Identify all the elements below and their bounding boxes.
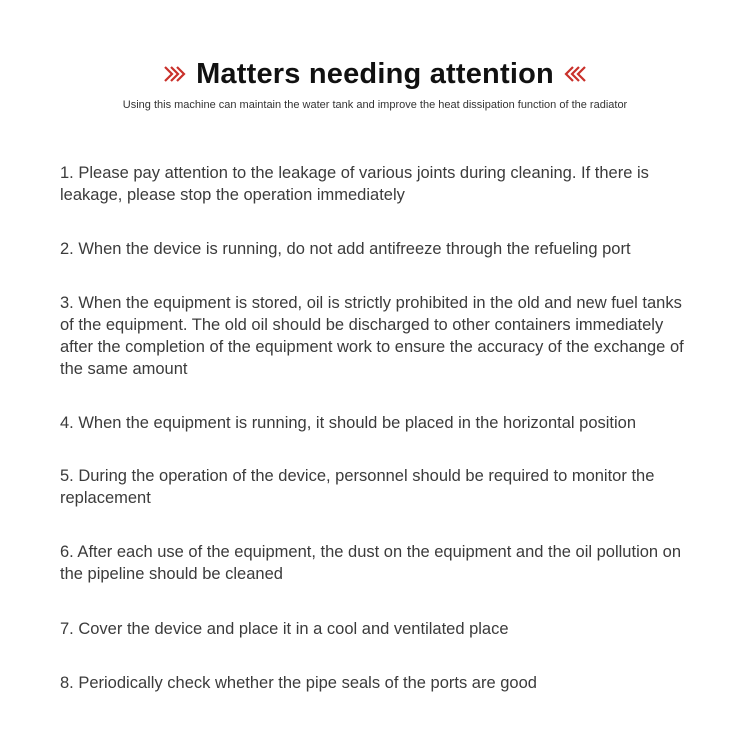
title-row	[0, 56, 750, 92]
page-title: Matters needing attention	[196, 58, 554, 90]
list-item: 1. Please pay attention to the leakage of various joints during cleaning. If there is leakage, please stop the operation immediately	[60, 164, 649, 204]
list-item: 4. When the equipment is running, it should be placed in the horizontal position	[60, 414, 637, 432]
page-subtitle: Using this machine can maintain the water tank and improve the heat dissipation function of the radiator	[122, 99, 628, 111]
list-item: 3. When the equipment is stored, oil is strictly prohibited in the old and new fuel tanks of the equipment. The old oil should be discharged to other containers immediately after the completion of the equipment work to ensure the accuracy of the exchange of the same amount	[60, 294, 684, 378]
double-chevron-right-icon	[162, 63, 188, 85]
list-item: 8. Periodically check whether the pipe seals of the ports are good	[60, 674, 537, 692]
header	[0, 56, 750, 112]
double-chevron-left-icon	[562, 63, 588, 85]
list-item: 5. During the operation of the device, personnel should be required to monitor the replacement	[60, 467, 655, 507]
list-item: 6. After each use of the equipment, the dust on the equipment and the oil pollution on the pipeline should be cleaned	[60, 543, 682, 583]
list-item: 2. When the device is running, do not add antifreeze through the refueling port	[60, 240, 631, 258]
list-item: 7. Cover the device and place it in a cool and ventilated place	[60, 620, 509, 638]
